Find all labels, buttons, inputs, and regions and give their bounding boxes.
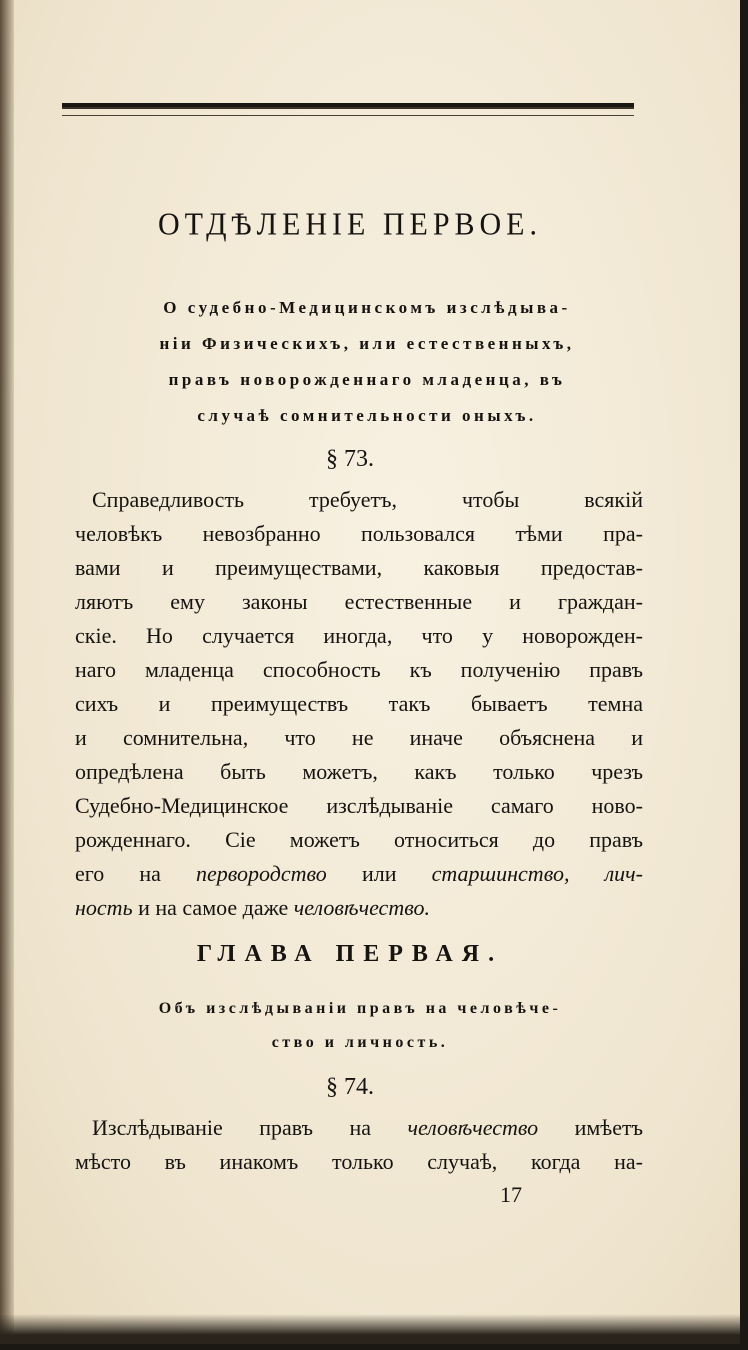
page-number: 17: [500, 1182, 522, 1207]
body-text: Изслѣдываніе правъ на: [92, 1115, 371, 1140]
italic-term: лич-: [604, 861, 643, 886]
body-line: опредѣлена быть можетъ, какъ только чрезъ: [75, 759, 643, 784]
body-line: Справедливость требуетъ, чтобы всякій: [92, 487, 643, 512]
binding-shadow: [0, 0, 14, 1344]
body-line: Судебно-Медицинское изслѣдываніе самаго ново-: [75, 793, 643, 818]
chapter-title: ГЛАВА ПЕРВАЯ.: [196, 941, 504, 967]
body-line: ляютъ ему законы естественные и граждан-: [75, 589, 643, 614]
section-subtitle-line: случаѣ сомнительности оныхъ.: [197, 406, 537, 425]
body-text: и на самое даже: [138, 895, 289, 920]
body-line: человѣкъ невозбранно пользовался тѣми пра-: [75, 521, 643, 546]
body-line: вами и преимуществами, каковыя предостав-: [75, 555, 643, 580]
body-line: и сомнительна, что не иначе объяснена и: [75, 725, 643, 750]
body-text: его на: [75, 861, 161, 886]
body-line: [92, 1112, 643, 1144]
body-line: скіе. Но случается иногда, что у новорожден-: [75, 623, 643, 648]
body-line: [75, 892, 643, 924]
body-text: или: [361, 861, 397, 886]
paragraph-mark-74: § 74.: [326, 1074, 374, 1100]
section-subtitle-line: ніи Физическихъ, или естественныхъ,: [159, 334, 575, 353]
section-title: ОТДѢЛЕНІЕ ПЕРВОЕ.: [157, 207, 543, 242]
chapter-subtitle-line: ство и личность.: [271, 1034, 449, 1051]
header-rule: [62, 103, 634, 109]
header-rule-thin: [62, 115, 634, 116]
italic-term: старшинство,: [431, 861, 570, 886]
body-line: [75, 858, 643, 890]
italic-term: ность: [75, 895, 133, 920]
section-subtitle-line: правъ новорожденнаго младенца, въ: [168, 370, 566, 389]
chapter-subtitle-line: Объ изслѣдываніи правъ на человѣче-: [158, 1000, 562, 1017]
italic-term: первородство: [196, 861, 327, 886]
paragraph-mark-73: § 73.: [326, 446, 374, 472]
body-line: наго младенца способность къ полученію правъ: [75, 657, 643, 682]
italic-term: человѣчество.: [293, 895, 430, 920]
italic-term: человѣчество: [407, 1115, 539, 1140]
page-bottom-edge: [0, 1314, 740, 1344]
body-text: имѣетъ: [574, 1115, 644, 1140]
section-subtitle-line: О судебно-Медицинскомъ изслѣдыва-: [163, 298, 571, 317]
body-line: сихъ и преимуществъ такъ бываетъ темна: [75, 691, 643, 716]
body-line: рожденнаго. Сіе можетъ относиться до правъ: [75, 827, 643, 852]
body-line: мѣсто въ инакомъ только случаѣ, когда на-: [75, 1149, 643, 1174]
